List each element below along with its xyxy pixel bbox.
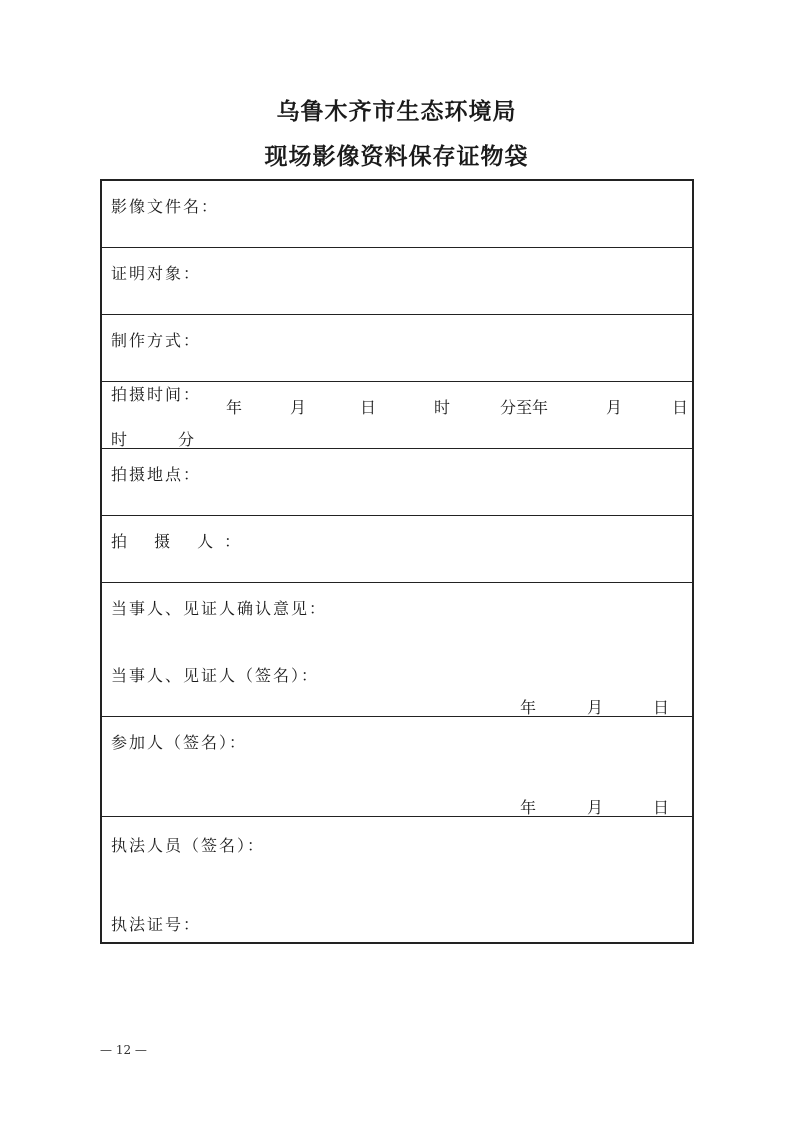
time-month-2: 月: [606, 398, 623, 417]
officer-row[interactable]: [102, 817, 692, 942]
subject-row[interactable]: [102, 248, 692, 315]
party-confirmation-row[interactable]: [102, 583, 692, 717]
cert-no-label: 执法证号：: [111, 915, 202, 934]
file-name-label: 影像文件名：: [111, 197, 220, 216]
participant-date-month: 月: [587, 798, 604, 817]
time-month: 月: [290, 398, 307, 417]
method-label: 制作方式：: [111, 331, 202, 350]
shooting-time-label: 拍摄时间：: [111, 385, 202, 404]
time-day: 日: [360, 398, 377, 417]
document-title: 乌鲁木齐市生态环境局: [276, 98, 517, 125]
participant-date-day: 日: [653, 798, 670, 817]
time-day-2: 日: [672, 398, 689, 417]
time-hour: 时: [434, 398, 451, 417]
place-label: 拍摄地点：: [111, 465, 202, 484]
time-minute-to-year: 分至年: [500, 398, 549, 417]
officer-label: 执法人员（签名）：: [111, 836, 266, 855]
method-row[interactable]: [102, 315, 692, 382]
shooting-time-row[interactable]: [102, 382, 692, 449]
place-row[interactable]: [102, 449, 692, 516]
time-minute-2: 分: [178, 430, 195, 449]
photographer-label: 拍 摄 人：: [111, 532, 252, 551]
party-date-month: 月: [587, 698, 604, 717]
participant-date-year: 年: [520, 798, 537, 817]
subject-label: 证明对象：: [111, 264, 202, 283]
file-name-row[interactable]: [102, 181, 692, 248]
participant-row[interactable]: [102, 717, 692, 817]
page-number: — 12 —: [100, 1043, 147, 1057]
participant-label: 参加人（签名）：: [111, 733, 248, 752]
party-date-day: 日: [653, 698, 670, 717]
time-year: 年: [226, 398, 243, 417]
party-sign-label: 当事人、见证人（签名）：: [111, 666, 320, 685]
evidence-bag-form: [100, 179, 694, 944]
time-hour-2: 时: [111, 430, 128, 449]
party-opinion-label: 当事人、见证人确认意见：: [111, 599, 328, 618]
document-subtitle: 现场影像资料保存证物袋: [264, 143, 529, 170]
photographer-row[interactable]: [102, 516, 692, 583]
party-date-year: 年: [520, 698, 537, 717]
